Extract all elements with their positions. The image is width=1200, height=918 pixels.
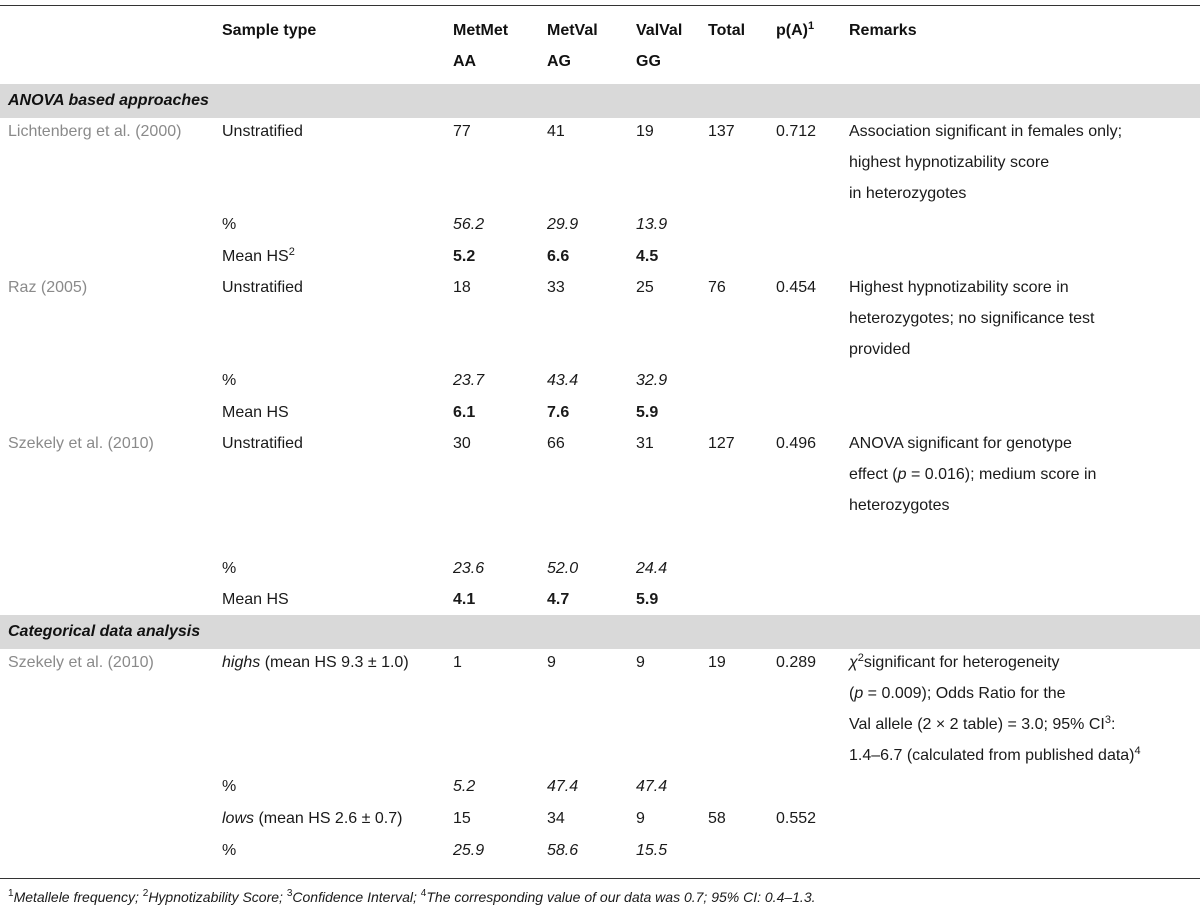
percent-aa: 23.6 — [453, 560, 485, 577]
percent-aa: 56.2 — [453, 216, 485, 233]
percent-aa: 5.2 — [453, 778, 476, 795]
header-metval: MetVal — [547, 22, 598, 39]
table-footnote: $^1$Metallele frequency; $^2$Hypnotizability Score; $^3$Confidence Interval; $^4$The corresponding value of our data was 0.7; 95% CI: 0.4–1.3. — [8, 888, 816, 905]
mean-hs-label: Mean HS — [222, 591, 289, 608]
count-gg: 9 — [636, 810, 645, 827]
section-categorical: Categorical data analysis — [0, 615, 1200, 649]
count-ag: 66 — [547, 435, 565, 452]
count-ag: 34 — [547, 810, 565, 827]
percent-label: % — [222, 778, 237, 795]
header-sample-type: Sample type — [222, 22, 317, 39]
remarks-szekely-categorical: $\chi^2significant$ for heterogeneity (p = 0.009); Odds Ratio for the Val allele (2 × 2 table) = 3.0; 95% $CI^3$: 1.4–6.7 (calculated from published data)$^4$ — [849, 652, 1141, 764]
header-metmet: MetMet — [453, 22, 509, 39]
study-raz: Raz (2005) — [8, 279, 88, 296]
mean-hs-ag: 6.6 — [547, 248, 570, 265]
percent-aa: 25.9 — [453, 842, 485, 859]
allele-frequency: 0.712 — [776, 123, 817, 140]
mean-hs-label: Mean $HS^2$ — [222, 246, 295, 265]
percent-ag: 47.4 — [547, 778, 579, 795]
study-szekely-categorical: Szekely et al. (2010) — [8, 654, 154, 671]
count-total: 76 — [708, 279, 726, 296]
count-gg: 25 — [636, 279, 654, 296]
percent-ag: 43.4 — [547, 372, 579, 389]
percent-label: % — [222, 216, 237, 233]
count-gg: 19 — [636, 123, 654, 140]
percent-aa: 23.7 — [453, 372, 485, 389]
percent-ag: 52.0 — [547, 560, 579, 577]
percent-ag: 29.9 — [547, 216, 579, 233]
percent-ag: 58.6 — [547, 842, 579, 859]
percent-label: % — [222, 842, 237, 859]
count-aa: 77 — [453, 123, 471, 140]
remarks-szekely-anova: ANOVA significant for genotype effect (p = 0.016); medium score in heterozygotes — [849, 435, 1097, 514]
section-anova: ANOVA based approaches — [0, 84, 1200, 118]
remarks-raz: Highest hypnotizability score in heterozygotes; no significance test provided — [849, 279, 1095, 358]
mean-hs-ag: 4.7 — [547, 591, 570, 608]
count-total: 19 — [708, 654, 726, 671]
sample-type: Unstratified — [222, 123, 303, 140]
allele-frequency: 0.552 — [776, 810, 817, 827]
percent-gg: 13.9 — [636, 216, 668, 233]
allele-frequency: 0.496 — [776, 435, 817, 452]
mean-hs-ag: 7.6 — [547, 404, 570, 421]
remarks-lichtenberg: Association significant in females only; highest hypnotizability score in heterozygotes — [849, 123, 1123, 202]
table-bottom-rule — [0, 878, 1200, 879]
percent-gg: 32.9 — [636, 372, 668, 389]
mean-hs-aa: 6.1 — [453, 404, 476, 421]
count-aa: 1 — [453, 654, 462, 671]
header-metmet-code: AA — [453, 53, 477, 70]
header-valval-code: GG — [636, 53, 661, 70]
sample-type: Unstratified — [222, 279, 303, 296]
table-top-rule — [0, 5, 1200, 6]
count-gg: 31 — [636, 435, 654, 452]
count-ag: 9 — [547, 654, 556, 671]
count-ag: 33 — [547, 279, 565, 296]
mean-hs-aa: 4.1 — [453, 591, 476, 608]
study-lichtenberg: Lichtenberg et al. (2000) — [8, 123, 182, 140]
sample-type: Unstratified — [222, 435, 303, 452]
study-szekely-anova: Szekely et al. (2010) — [8, 435, 154, 452]
count-ag: 41 — [547, 123, 565, 140]
percent-gg: 15.5 — [636, 842, 668, 859]
count-total: 58 — [708, 810, 726, 827]
header-valval: ValVal — [636, 22, 683, 39]
header-pa: $p(A)^1$ — [776, 20, 815, 39]
sample-type-lows: lows (mean HS 2.6 ± 0.7) — [222, 810, 403, 827]
header-metval-code: AG — [547, 53, 571, 70]
count-total: 137 — [708, 123, 735, 140]
percent-gg: 24.4 — [636, 560, 668, 577]
count-aa: 30 — [453, 435, 471, 452]
count-total: 127 — [708, 435, 735, 452]
sample-type-highs: highs (mean HS 9.3 ± 1.0) — [222, 654, 409, 671]
count-aa: 15 — [453, 810, 471, 827]
mean-hs-aa: 5.2 — [453, 248, 476, 265]
count-gg: 9 — [636, 654, 645, 671]
percent-label: % — [222, 560, 237, 577]
mean-hs-gg: 4.5 — [636, 248, 659, 265]
header-total: Total — [708, 22, 746, 39]
percent-gg: 47.4 — [636, 778, 668, 795]
mean-hs-label: Mean HS — [222, 404, 289, 421]
allele-frequency: 0.454 — [776, 279, 817, 296]
percent-label: % — [222, 372, 237, 389]
mean-hs-gg: 5.9 — [636, 591, 659, 608]
allele-frequency: 0.289 — [776, 654, 817, 671]
mean-hs-gg: 5.9 — [636, 404, 659, 421]
header-remarks: Remarks — [849, 22, 917, 39]
count-aa: 18 — [453, 279, 471, 296]
